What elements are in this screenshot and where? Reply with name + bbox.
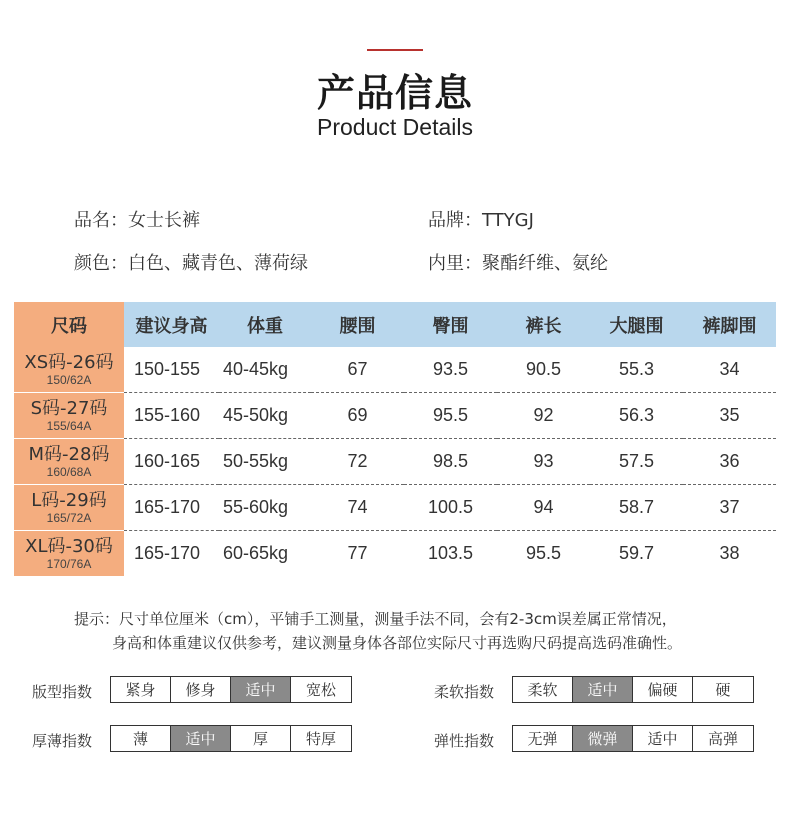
softness-index-options bbox=[512, 676, 754, 703]
tip-line-2: 身高和体重建议仅供参考，建议测量身体各部位实际尺寸再选购尺码提高选码准确性。 bbox=[112, 634, 683, 652]
hip-cell: 100.5 bbox=[404, 485, 497, 531]
table-row bbox=[14, 439, 776, 485]
size-cell bbox=[14, 393, 124, 439]
height-cell: 155-160 bbox=[124, 393, 219, 439]
table-row bbox=[14, 531, 776, 577]
product-name-label: 品名： bbox=[74, 210, 128, 231]
hem-cell: 37 bbox=[683, 485, 776, 531]
size-cell bbox=[14, 347, 124, 393]
size-cell bbox=[14, 439, 124, 485]
weight-cell: 45-50kg bbox=[219, 393, 311, 439]
color-label: 颜色： bbox=[74, 253, 128, 274]
thigh-cell: 56.3 bbox=[590, 393, 683, 439]
hip-cell: 98.5 bbox=[404, 439, 497, 485]
waist-cell: 67 bbox=[311, 347, 404, 393]
hem-cell: 38 bbox=[719, 543, 740, 563]
product-lining bbox=[428, 249, 608, 275]
table-row bbox=[14, 393, 776, 439]
thigh-cell: 58.7 bbox=[590, 485, 683, 531]
softness-option: 偏硬 bbox=[633, 677, 693, 702]
size-label: S码-27码 bbox=[30, 397, 108, 419]
fit-option: 修身 bbox=[171, 677, 231, 702]
thigh-cell: 59.7 bbox=[618, 543, 655, 563]
title-accent-line bbox=[367, 49, 423, 51]
header-waist: 腰围 bbox=[311, 302, 404, 347]
page-subtitle: Product Details bbox=[317, 114, 473, 140]
weight-cell: 40-45kg bbox=[219, 347, 311, 393]
header-thigh: 大腿围 bbox=[590, 302, 683, 347]
elasticity-index-options bbox=[512, 725, 754, 752]
size-code: 165/72A bbox=[46, 510, 92, 525]
thigh-cell: 57.5 bbox=[590, 439, 683, 485]
tip-line-1: 提示：尺寸单位厘米（cm），平铺手工测量，测量手法不同，会有2-3cm误差属正常情况， bbox=[74, 610, 677, 628]
thickness-option-selected: 适中 bbox=[171, 726, 231, 751]
fit-index-options bbox=[110, 676, 352, 703]
size-code: 160/68A bbox=[46, 464, 92, 479]
waist-cell: 77 bbox=[347, 543, 368, 563]
softness-option: 硬 bbox=[693, 677, 753, 702]
length-cell: 92 bbox=[497, 393, 590, 439]
weight-cell: 55-60kg bbox=[219, 485, 311, 531]
height-cell: 150-155 bbox=[124, 347, 219, 393]
table-row bbox=[14, 485, 776, 531]
page-title: 产品信息 bbox=[316, 71, 473, 115]
softness-index-label: 柔软指数 bbox=[434, 683, 495, 701]
waist-cell: 72 bbox=[311, 439, 404, 485]
size-cell bbox=[14, 485, 124, 531]
elasticity-option-selected: 微弹 bbox=[573, 726, 633, 751]
size-label: L码-29码 bbox=[31, 489, 107, 511]
size-code: 150/62A bbox=[46, 372, 92, 387]
size-label: XS码-26码 bbox=[24, 351, 114, 373]
product-name-value: 女士长裤 bbox=[128, 210, 200, 231]
fit-option: 宽松 bbox=[291, 677, 351, 702]
size-code: 170/76A bbox=[46, 556, 92, 571]
hem-cell: 36 bbox=[683, 439, 776, 485]
height-cell: 160-165 bbox=[124, 439, 219, 485]
product-color bbox=[74, 249, 308, 275]
hip-cell: 103.5 bbox=[427, 543, 474, 563]
length-cell: 94 bbox=[497, 485, 590, 531]
length-cell: 93 bbox=[497, 439, 590, 485]
thickness-index-label: 厚薄指数 bbox=[32, 732, 93, 750]
elasticity-option: 适中 bbox=[633, 726, 693, 751]
length-cell: 90.5 bbox=[497, 347, 590, 393]
height-cell: 165-170 bbox=[124, 485, 219, 531]
lining-value: 聚酯纤维、氨纶 bbox=[482, 253, 608, 274]
size-cell bbox=[14, 531, 124, 577]
header-hip: 臀围 bbox=[404, 302, 497, 347]
thickness-option: 厚 bbox=[231, 726, 291, 751]
hip-cell: 93.5 bbox=[404, 347, 497, 393]
waist-cell: 74 bbox=[311, 485, 404, 531]
length-cell: 95.5 bbox=[525, 543, 562, 563]
size-label: XL码-30码 bbox=[25, 535, 113, 557]
hip-cell: 95.5 bbox=[404, 393, 497, 439]
lining-label: 内里： bbox=[428, 253, 482, 274]
product-brand bbox=[428, 206, 534, 232]
header-length: 裤长 bbox=[497, 302, 590, 347]
weight-cell: 50-55kg bbox=[219, 439, 311, 485]
table-row bbox=[14, 347, 776, 393]
size-code: 155/64A bbox=[46, 418, 92, 433]
size-label: M码-28码 bbox=[28, 443, 110, 465]
elasticity-option: 无弹 bbox=[513, 726, 573, 751]
softness-option-selected: 适中 bbox=[573, 677, 633, 702]
size-table bbox=[14, 302, 776, 576]
softness-option: 柔软 bbox=[513, 677, 573, 702]
fit-option-selected: 适中 bbox=[231, 677, 291, 702]
fit-index-label: 版型指数 bbox=[32, 683, 93, 701]
waist-cell: 69 bbox=[311, 393, 404, 439]
brand-value: TTYGJ bbox=[482, 210, 534, 231]
hem-cell: 35 bbox=[683, 393, 776, 439]
thickness-option: 薄 bbox=[111, 726, 171, 751]
weight-cell: 60-65kg bbox=[223, 543, 289, 563]
header-size: 尺码 bbox=[14, 302, 124, 347]
elasticity-option: 高弹 bbox=[693, 726, 753, 751]
hem-cell: 34 bbox=[683, 347, 776, 393]
size-table-header-row bbox=[14, 302, 776, 347]
thickness-index-options bbox=[110, 725, 352, 752]
header-weight: 体重 bbox=[219, 302, 311, 347]
header-height: 建议身高 bbox=[124, 302, 219, 347]
header-hem: 裤脚围 bbox=[683, 302, 776, 347]
fit-option: 紧身 bbox=[111, 677, 171, 702]
elasticity-index-label: 弹性指数 bbox=[434, 732, 495, 750]
product-name bbox=[74, 206, 200, 232]
height-cell: 165-170 bbox=[134, 543, 201, 563]
thigh-cell: 55.3 bbox=[590, 347, 683, 393]
color-value: 白色、藏青色、薄荷绿 bbox=[128, 253, 308, 274]
brand-label: 品牌： bbox=[428, 210, 482, 231]
thickness-option: 特厚 bbox=[291, 726, 351, 751]
